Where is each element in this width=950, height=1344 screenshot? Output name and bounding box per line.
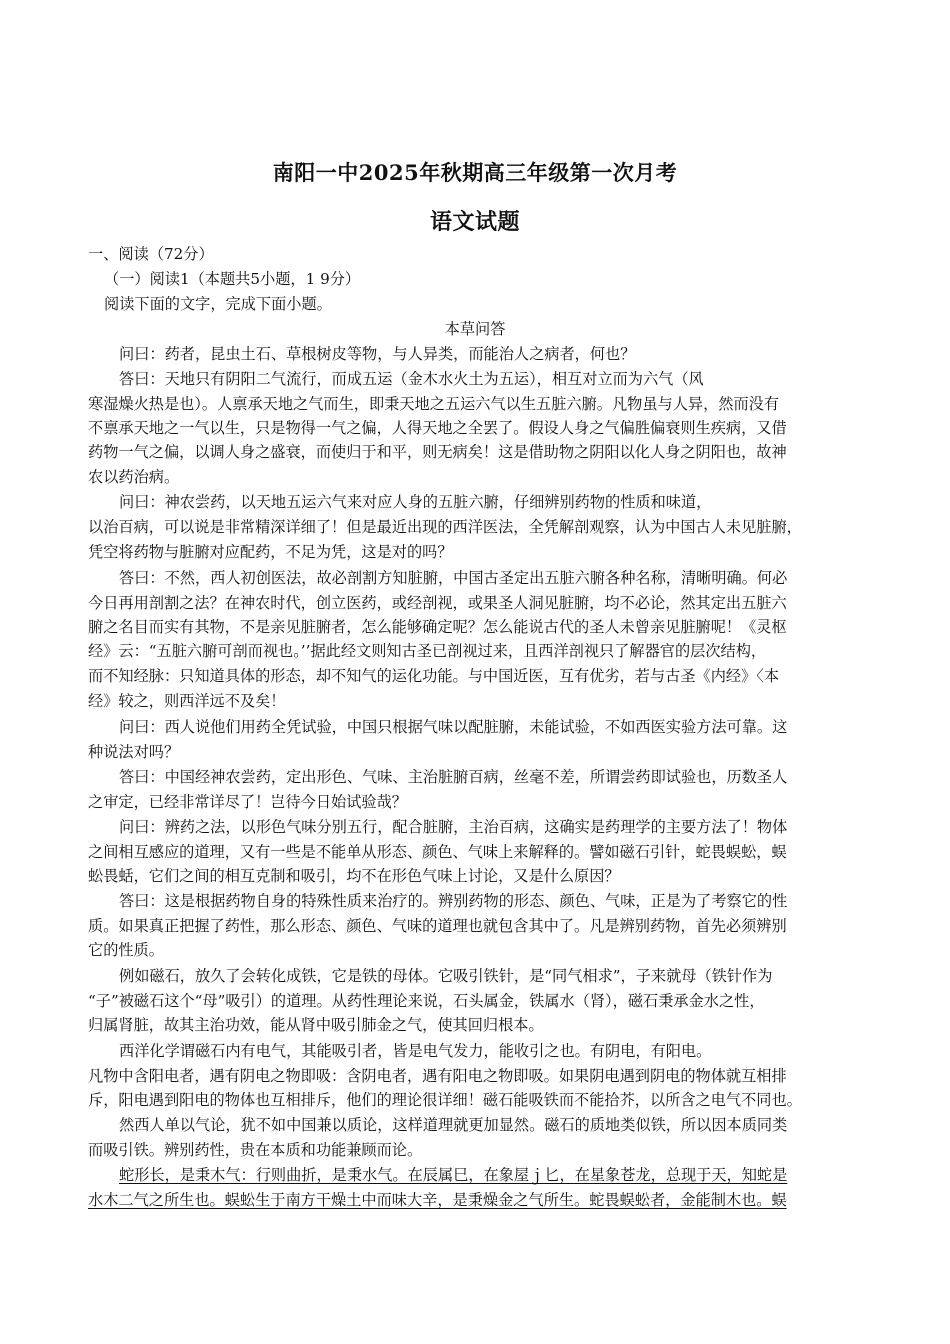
paragraph-line: 斥，阳电遇到阳电的物体也互相排斥，他们的理论很详细！磁石能吸铁而不能拾芥，以所含之电气不同也。 <box>88 1091 802 1109</box>
paragraph-line: 例如磁石，放久了会转化成铁，它是铁的母体。它吸引铁针，是“同气相求”，子来就母（铁针作为 <box>119 967 773 985</box>
subsection-heading: （一）阅读1（本题共5小题，1 9分） <box>104 270 361 288</box>
paragraph-line: 答曰：中国经神农尝药，定出形色、气味、主治脏腑百病，丝毫不差，所谓尝药即试验也，历数圣人 <box>119 768 788 786</box>
paragraph-line: 药物一气之偏，以调人身之盛衰，而使归于和平，则无病矣！这是借助物之阴阳以化人身之阴阳也，故神 <box>88 443 787 461</box>
paragraph-line: 然西人单以气论，犹不如中国兼以质论，这样道理就更加显然。磁石的质地类似铁，所以因本质同类 <box>119 1116 788 1134</box>
exam-subtitle: 语文试题 <box>429 209 520 235</box>
paragraph-line: 蚣畏蛞，它们之间的相互克制和吸引，均不在形色气味上讨论，又是什么原因？ <box>88 867 620 885</box>
paragraph-line: 农以药治病。 <box>88 468 180 486</box>
paragraph-line: 经》较之，则西洋远不及矣！ <box>88 692 286 710</box>
paragraph-line: 西洋化学谓磁石内有电气，其能吸引者，皆是电气发力，能收引之也。有阴电，有阳电。 <box>119 1042 712 1060</box>
paragraph-line: 之间相互感应的道理，又有一些是不能单从形态、颜色、气味上来解释的。譬如磁石引针，蛇畏蜈蚣，蜈 <box>88 843 787 861</box>
paragraph-line: 以治百病，可以说是非常精深详细了！但是最近出现的西洋医法，全凭解剖观察，认为中国古人未见脏腑， <box>88 518 802 536</box>
paragraph-line: 不禀承天地之一气以生，只是物得一气之偏，人得天地之全罢了。假设人身之气偏胜偏衰则生疾病，又借 <box>88 419 787 437</box>
instruction-text: 阅读下面的文字，完成下面小题。 <box>104 295 332 313</box>
underlined-line: 蛇形长，是秉木气：行则曲折，是秉水气。在辰属巳，在象屋ｊ匕，在星象苍龙，总现于天，知蛇是 <box>119 1166 788 1184</box>
article-title: 本草问答 <box>444 320 506 338</box>
paragraph-line: 问曰：西人说他们用药全凭试验，中国只根据气味以配脏腑，未能试验，不如西医实验方法可靠。这 <box>119 718 788 736</box>
paragraph-line: 答曰：天地只有阴阳二气流行，而成五运（金木水火土为五运），相互对立而为六气（风 <box>119 370 704 388</box>
paragraph-line: 腑之名目而实有其物，不是亲见脏腑者，怎么能够确定呢？怎么能说古代的圣人未曾亲见脏腑呢！《灵枢 <box>88 618 787 636</box>
paragraph-line: 今日再用剖割之法？在神农时代，创立医药，或经剖视，或果圣人洞见脏腑，均不必论，然其定出五脏六 <box>88 594 787 612</box>
paragraph-line: 之审定，已经非常详尽了！岂待今日始试验哉？ <box>88 793 407 811</box>
paragraph-line: 问曰：药者，昆虫土石、草根树皮等物，与人异类，而能治人之病者，何也？ <box>119 345 636 363</box>
paragraph-line: 经》云：“五脏六腑可剖而视也。’’据此经文则知古圣已剖视过来，且西洋剖视只了解器官的层次结构， <box>88 642 767 660</box>
paragraph-line: 质。如果真正把握了药性，那么形态、颜色、气味的道理也就包含其中了。凡是辨别药物，首先必须辨别 <box>88 917 787 935</box>
section-heading: 一、阅读（72分） <box>88 245 214 263</box>
paragraph-line: 凭空将药物与脏腑对应配药，不足为凭，这是对的吗？ <box>88 543 453 561</box>
paragraph-line: 问曰：神农尝药，以天地五运六气来对应人身的五脏六腑，仔细辨别药物的性质和味道， <box>119 493 712 511</box>
paragraph-line: 而不知经脉：只知道具体的形态，却不知气的运化功能。与中国近医，互有优劣，若与古圣《内经》〈本 <box>88 667 780 685</box>
underlined-line: 水木二气之所生也。蜈蚣生于南方干燥土中而味大辛，是秉燥金之气所生。蛇畏蜈蚣者，金能制木也。蜈 <box>88 1191 787 1209</box>
paragraph-line: 归属肾脏，故其主治功效，能从肾中吸引肺金之气，使其回归根本。 <box>88 1016 544 1034</box>
paragraph-line: “子”被磁石这个“母”吸引）的道理。从药性理论来说，石头属金，铁属水（肾），磁石秉承金水之性， <box>88 992 765 1010</box>
paragraph-line: 凡物中含阳电者，遇有阴电之物即吸：含阴电者，遇有阳电之物即吸。如果阴电遇到阴电的物体就互相排 <box>88 1067 787 1085</box>
paragraph-line: 寒湿燥火热是也）。人禀承天地之气而生，即秉天地之五运六气以生五脏六腑。凡物虽与人异，然而没有 <box>88 395 780 413</box>
exam-title: 南阳一中2025年秋期高三年级第一次月考 <box>272 160 678 185</box>
paragraph-line: 问曰：辨药之法，以形色气味分别五行，配合脏腑，主治百病，这确实是药理学的主要方法了！物体 <box>119 818 788 836</box>
paragraph-line: 答曰：不然，西人初创医法，故必剖割方知脏腑，中国古圣定出五脏六腑各种名称，清晰明确。何必 <box>119 569 788 587</box>
paragraph-line: 它的性质。 <box>88 941 164 959</box>
paragraph-line: 答曰：这是根据药物自身的特殊性质来治疗的。辨别药物的形态、颜色、气味，正是为了考察它的性 <box>119 892 788 910</box>
paragraph-line: 而吸引铁。辨别药性，贵在本质和功能兼顾而论。 <box>88 1141 423 1159</box>
paragraph-line: 种说法对吗？ <box>88 743 180 761</box>
